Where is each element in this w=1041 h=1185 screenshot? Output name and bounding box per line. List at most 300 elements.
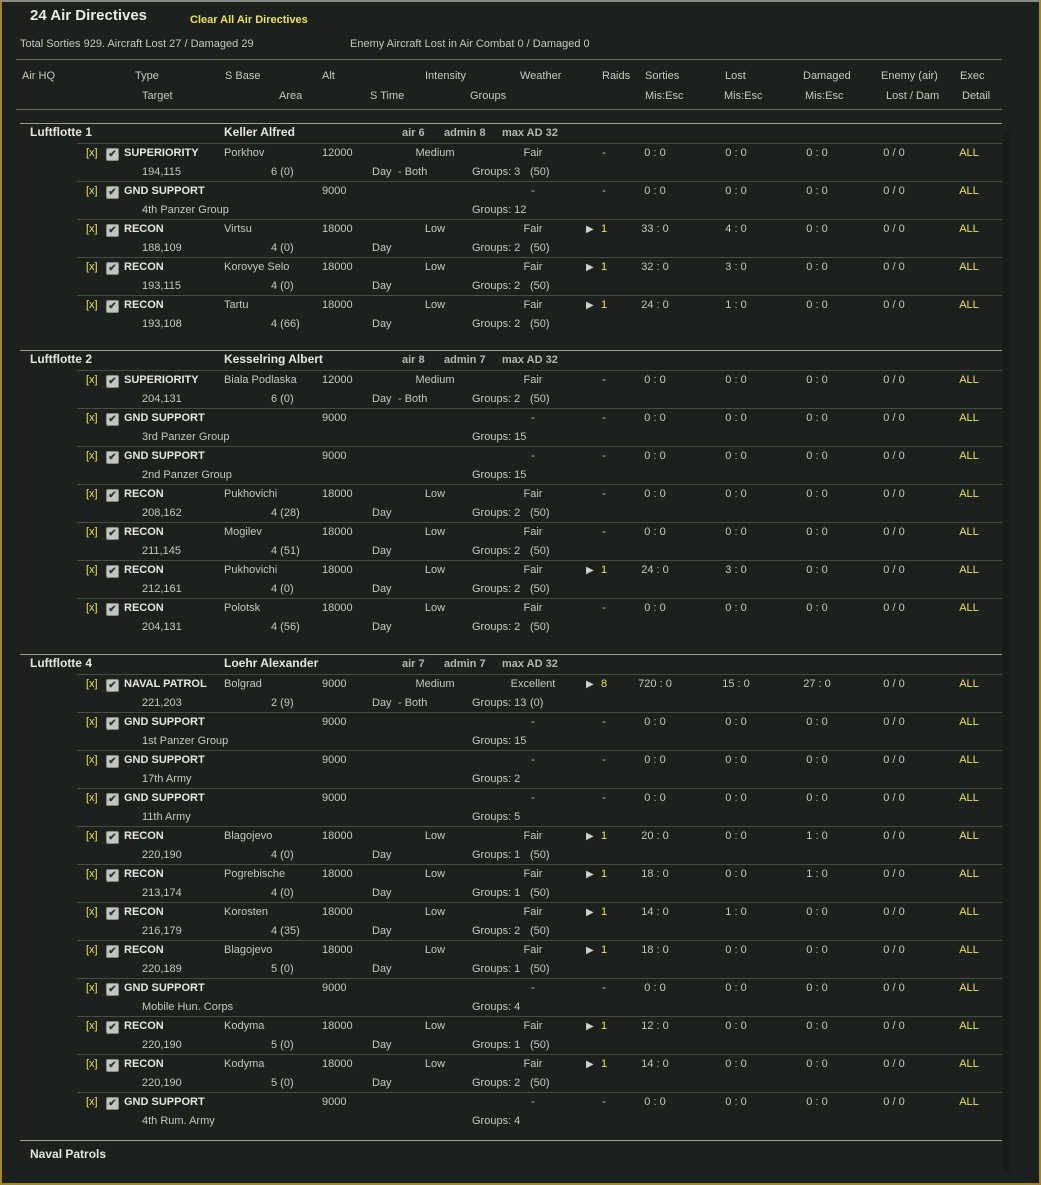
directive-intensity: Low <box>424 1058 446 1070</box>
directive-groups-count: Groups: 2 <box>472 507 521 519</box>
group-separator <box>20 123 1002 124</box>
enemy-air-value: 0 / 0 <box>883 526 905 538</box>
directive-base: Biala Podlaska <box>224 374 297 386</box>
directive-checkbox[interactable]: ✔ <box>106 1059 119 1072</box>
directive-weather: Fair <box>523 830 543 842</box>
lost-value: 3 : 0 <box>725 261 747 273</box>
directive-target: 4th Rum. Army <box>142 1115 215 1127</box>
sorties-value: 32 : 0 <box>641 261 669 273</box>
raid-count[interactable]: 1 <box>600 868 608 880</box>
remove-directive-button[interactable]: [x] <box>86 678 98 690</box>
scrollbar-track[interactable] <box>1003 132 1010 1172</box>
directive-alt: 18000 <box>322 830 353 842</box>
directive-weather: - <box>531 754 535 766</box>
directive-intensity: Low <box>424 602 446 614</box>
directive-checkbox[interactable]: ✔ <box>106 793 119 806</box>
directive-area: 6 (0) <box>271 393 294 405</box>
enemy-air-value: 0 / 0 <box>883 754 905 766</box>
remove-directive-button[interactable]: [x] <box>86 906 98 918</box>
sorties-value: 0 : 0 <box>644 792 666 804</box>
raid-count: - <box>602 716 606 728</box>
enemy-air-value: 0 / 0 <box>883 602 905 614</box>
directive-area: 4 (0) <box>271 280 294 292</box>
group-separator <box>20 350 1002 351</box>
remove-directive-button[interactable]: [x] <box>86 488 98 500</box>
directive-alt: 18000 <box>322 1058 353 1070</box>
directive-groups-count: Groups: 4 <box>472 1115 521 1127</box>
row-separator <box>77 219 1002 220</box>
directive-groups-pct: (50) <box>530 280 550 292</box>
damaged-value: 0 : 0 <box>806 1058 828 1070</box>
damaged-value: 0 : 0 <box>806 261 828 273</box>
group-max-ad: max AD 32 <box>502 354 558 366</box>
row-separator <box>77 864 1002 865</box>
group-admin-rating: admin 7 <box>444 354 486 366</box>
directive-groups-pct: (50) <box>530 166 550 178</box>
directive-alt: 18000 <box>322 488 353 500</box>
directive-checkbox[interactable]: ✔ <box>106 717 119 730</box>
damaged-value: 0 : 0 <box>806 412 828 424</box>
lost-value: 0 : 0 <box>725 450 747 462</box>
exec-detail-button[interactable]: ALL <box>959 868 979 880</box>
enemy-air-value: 0 / 0 <box>883 564 905 576</box>
directive-area: 4 (51) <box>271 545 300 557</box>
directive-target: 3rd Panzer Group <box>142 431 230 443</box>
exec-detail-button[interactable]: ALL <box>959 944 979 956</box>
directive-type: RECON <box>124 488 164 500</box>
directive-base: Porkhov <box>224 147 265 159</box>
row-separator <box>77 446 1002 447</box>
directive-day-night-mode: - Both <box>398 697 428 709</box>
directive-type: GND SUPPORT <box>124 185 205 197</box>
directive-type: GND SUPPORT <box>124 450 205 462</box>
directive-area: 5 (0) <box>271 1077 294 1089</box>
enemy-air-value: 0 / 0 <box>883 678 905 690</box>
directive-type: RECON <box>124 261 164 273</box>
group-commander: Loehr Alexander <box>224 656 319 670</box>
directive-stime: Day <box>372 697 392 709</box>
raid-arrow-icon[interactable]: ▶ <box>586 1021 594 1032</box>
directive-base: Blagojevo <box>224 944 273 956</box>
remove-directive-button[interactable]: [x] <box>86 223 98 235</box>
raid-arrow-icon[interactable]: ▶ <box>586 831 594 842</box>
directive-weather: Fair <box>523 868 543 880</box>
directive-alt: 18000 <box>322 1020 353 1032</box>
directive-stime: Day <box>372 280 392 292</box>
damaged-value: 0 : 0 <box>806 374 828 386</box>
raid-arrow-icon[interactable]: ▶ <box>586 945 594 956</box>
raid-arrow-icon[interactable]: ▶ <box>586 907 594 918</box>
lost-value: 4 : 0 <box>725 223 747 235</box>
directive-intensity: Low <box>424 906 446 918</box>
col-header-sorties: Sorties <box>645 70 680 82</box>
directive-weather: - <box>531 982 535 994</box>
remove-directive-button[interactable]: [x] <box>86 412 98 424</box>
directive-type: NAVAL PATROL <box>124 678 207 690</box>
directive-checkbox[interactable]: ✔ <box>106 983 119 996</box>
directive-checkbox[interactable]: ✔ <box>106 831 119 844</box>
directive-intensity: Low <box>424 1020 446 1032</box>
directive-weather: Fair <box>523 223 543 235</box>
group-name: Luftflotte 2 <box>30 352 92 366</box>
enemy-air-value: 0 / 0 <box>883 450 905 462</box>
naval-patrols-heading: Naval Patrols <box>30 1147 107 1161</box>
remove-directive-button[interactable]: [x] <box>86 261 98 273</box>
exec-detail-button[interactable]: ALL <box>959 564 979 576</box>
directive-weather: Fair <box>523 1058 543 1070</box>
directive-checkbox[interactable]: ✔ <box>106 907 119 920</box>
damaged-value: 0 : 0 <box>806 450 828 462</box>
col-header-exec: Exec <box>960 70 985 82</box>
lost-value: 3 : 0 <box>725 564 747 576</box>
damaged-value: 1 : 0 <box>806 830 828 842</box>
directive-base: Pogrebische <box>224 868 286 880</box>
directive-base: Tartu <box>224 299 249 311</box>
lost-value: 0 : 0 <box>725 1096 747 1108</box>
damaged-value: 0 : 0 <box>806 792 828 804</box>
directive-groups-pct: (50) <box>530 1077 550 1089</box>
damaged-value: 0 : 0 <box>806 754 828 766</box>
directive-type: RECON <box>124 944 164 956</box>
directive-groups-pct: (50) <box>530 621 550 633</box>
remove-directive-button[interactable]: [x] <box>86 602 98 614</box>
raid-arrow-icon[interactable]: ▶ <box>586 224 594 235</box>
raid-count[interactable]: 1 <box>600 906 608 918</box>
col-subheader-mis-esc-5: Mis:Esc <box>724 90 763 102</box>
directive-checkbox[interactable]: ✔ <box>106 489 119 502</box>
exec-detail-button[interactable]: ALL <box>959 1020 979 1032</box>
directive-intensity: Low <box>424 488 446 500</box>
row-separator <box>77 257 1002 258</box>
remove-directive-button[interactable]: [x] <box>86 185 98 197</box>
remove-directive-button[interactable]: [x] <box>86 944 98 956</box>
col-subheader-target-0: Target <box>142 90 173 102</box>
raid-arrow-icon[interactable]: ▶ <box>586 869 594 880</box>
remove-directive-button[interactable]: [x] <box>86 716 98 728</box>
directive-groups-count: Groups: 2 <box>472 318 521 330</box>
directive-intensity: Low <box>424 299 446 311</box>
directive-alt: 18000 <box>322 602 353 614</box>
row-separator <box>77 560 1002 561</box>
row-separator <box>77 181 1002 182</box>
enemy-air-value: 0 / 0 <box>883 147 905 159</box>
directive-weather: Fair <box>523 564 543 576</box>
exec-detail-button[interactable]: ALL <box>959 602 979 614</box>
row-separator <box>77 295 1002 296</box>
remove-directive-button[interactable]: [x] <box>86 754 98 766</box>
group-admin-rating: admin 7 <box>444 658 486 670</box>
exec-detail-button[interactable]: ALL <box>959 526 979 538</box>
directive-base: Kodyma <box>224 1058 265 1070</box>
directive-type: GND SUPPORT <box>124 412 205 424</box>
col-header-air-hq: Air HQ <box>22 70 55 82</box>
raid-count[interactable]: 1 <box>600 944 608 956</box>
directive-stime: Day <box>372 507 392 519</box>
remove-directive-button[interactable]: [x] <box>86 147 98 159</box>
directive-alt: 12000 <box>322 374 353 386</box>
directive-area: 4 (0) <box>271 887 294 899</box>
directive-weather: - <box>531 450 535 462</box>
exec-detail-button[interactable]: ALL <box>959 450 979 462</box>
directive-base: Korovye Selo <box>224 261 290 273</box>
remove-directive-button[interactable]: [x] <box>86 564 98 576</box>
remove-directive-button[interactable]: [x] <box>86 1020 98 1032</box>
damaged-value: 0 : 0 <box>806 1096 828 1108</box>
exec-detail-button[interactable]: ALL <box>959 754 979 766</box>
exec-detail-button[interactable]: ALL <box>959 147 979 159</box>
raid-arrow-icon[interactable]: ▶ <box>586 679 594 690</box>
directive-groups-count: Groups: 1 <box>472 849 521 861</box>
directive-base: Kodyma <box>224 1020 265 1032</box>
directive-groups-count: Groups: 4 <box>472 1001 521 1013</box>
directive-type: RECON <box>124 299 164 311</box>
directive-checkbox[interactable]: ✔ <box>106 300 119 313</box>
raid-count[interactable]: 8 <box>600 678 608 690</box>
directive-groups-pct: (50) <box>530 242 550 254</box>
lost-value: 0 : 0 <box>725 602 747 614</box>
enemy-air-value: 0 / 0 <box>883 944 905 956</box>
raid-count[interactable]: 1 <box>600 299 608 311</box>
sorties-value: 0 : 0 <box>644 716 666 728</box>
enemy-air-value: 0 / 0 <box>883 1020 905 1032</box>
exec-detail-button[interactable]: ALL <box>959 792 979 804</box>
directive-alt: 18000 <box>322 868 353 880</box>
damaged-value: 0 : 0 <box>806 564 828 576</box>
directive-checkbox[interactable]: ✔ <box>106 1021 119 1034</box>
directive-stime: Day <box>372 583 392 595</box>
group-air-rating: air 6 <box>402 127 425 139</box>
row-separator <box>77 1092 1002 1093</box>
directive-base: Pukhovichi <box>224 564 278 576</box>
raid-count[interactable]: 1 <box>600 564 608 576</box>
directive-type: GND SUPPORT <box>124 754 205 766</box>
raid-arrow-icon[interactable]: ▶ <box>586 565 594 576</box>
directive-weather: Fair <box>523 602 543 614</box>
sorties-value: 0 : 0 <box>644 185 666 197</box>
lost-value: 0 : 0 <box>725 716 747 728</box>
exec-detail-button[interactable]: ALL <box>959 1058 979 1070</box>
directive-intensity: Low <box>424 868 446 880</box>
raid-count[interactable]: 1 <box>600 223 608 235</box>
exec-detail-button[interactable]: ALL <box>959 678 979 690</box>
directive-groups-count: Groups: 12 <box>472 204 527 216</box>
directive-target: 213,174 <box>142 887 182 899</box>
raid-count: - <box>602 982 606 994</box>
raid-count[interactable]: 1 <box>600 261 608 273</box>
raid-arrow-icon[interactable]: ▶ <box>586 1059 594 1070</box>
directive-stime: Day <box>372 925 392 937</box>
damaged-value: 0 : 0 <box>806 982 828 994</box>
directive-area: 4 (0) <box>271 583 294 595</box>
directive-checkbox[interactable]: ✔ <box>106 148 119 161</box>
directive-groups-pct: (50) <box>530 507 550 519</box>
exec-detail-button[interactable]: ALL <box>959 906 979 918</box>
directive-type: RECON <box>124 223 164 235</box>
directive-stime: Day <box>372 1039 392 1051</box>
directive-area: 4 (0) <box>271 849 294 861</box>
directive-groups-count: Groups: 15 <box>472 469 527 481</box>
footer-divider <box>20 1140 1002 1141</box>
sorties-value: 12 : 0 <box>641 1020 669 1032</box>
enemy-air-value: 0 / 0 <box>883 261 905 273</box>
directive-target: 188,109 <box>142 242 182 254</box>
remove-directive-button[interactable]: [x] <box>86 982 98 994</box>
directive-weather: - <box>531 412 535 424</box>
directive-checkbox[interactable]: ✔ <box>106 565 119 578</box>
remove-directive-button[interactable]: [x] <box>86 868 98 880</box>
raid-count[interactable]: 1 <box>600 1020 608 1032</box>
directive-groups-count: Groups: 2 <box>472 280 521 292</box>
raid-count[interactable]: 1 <box>600 1058 608 1070</box>
directive-checkbox[interactable]: ✔ <box>106 869 119 882</box>
remove-directive-button[interactable]: [x] <box>86 299 98 311</box>
col-header-enemy-air-: Enemy (air) <box>881 70 938 82</box>
directive-alt: 9000 <box>322 185 347 197</box>
damaged-value: 0 : 0 <box>806 602 828 614</box>
sorties-value: 18 : 0 <box>641 868 669 880</box>
sorties-value: 0 : 0 <box>644 488 666 500</box>
remove-directive-button[interactable]: [x] <box>86 792 98 804</box>
enemy-air-value: 0 / 0 <box>883 1096 905 1108</box>
sorties-value: 0 : 0 <box>644 526 666 538</box>
directive-checkbox[interactable]: ✔ <box>106 603 119 616</box>
row-separator <box>77 674 1002 675</box>
enemy-air-value: 0 / 0 <box>883 374 905 386</box>
raid-arrow-icon[interactable]: ▶ <box>586 262 594 273</box>
directive-type: RECON <box>124 1020 164 1032</box>
raid-count: - <box>602 147 606 159</box>
group-name: Luftflotte 1 <box>30 125 92 139</box>
directive-alt: 18000 <box>322 223 353 235</box>
directive-target: 220,190 <box>142 849 182 861</box>
enemy-air-value: 0 / 0 <box>883 488 905 500</box>
exec-detail-button[interactable]: ALL <box>959 716 979 728</box>
lost-value: 0 : 0 <box>725 374 747 386</box>
enemy-losses-summary: Enemy Aircraft Lost in Air Combat 0 / Damaged 0 <box>350 38 590 50</box>
directive-target: 204,131 <box>142 621 182 633</box>
directive-target: 193,108 <box>142 318 182 330</box>
directive-area: 4 (66) <box>271 318 300 330</box>
directive-target: 17th Army <box>142 773 192 785</box>
directive-checkbox[interactable]: ✔ <box>106 527 119 540</box>
directive-checkbox[interactable]: ✔ <box>106 679 119 692</box>
exec-detail-button[interactable]: ALL <box>959 488 979 500</box>
directive-groups-count: Groups: 1 <box>472 963 521 975</box>
remove-directive-button[interactable]: [x] <box>86 526 98 538</box>
directive-weather: - <box>531 716 535 728</box>
raid-count: - <box>602 450 606 462</box>
enemy-air-value: 0 / 0 <box>883 716 905 728</box>
directive-checkbox[interactable]: ✔ <box>106 451 119 464</box>
directive-alt: 9000 <box>322 412 347 424</box>
directive-target: 193,115 <box>142 280 181 292</box>
exec-detail-button[interactable]: ALL <box>959 1096 979 1108</box>
directive-weather: - <box>531 185 535 197</box>
enemy-air-value: 0 / 0 <box>883 868 905 880</box>
directive-type: RECON <box>124 1058 164 1070</box>
damaged-value: 0 : 0 <box>806 944 828 956</box>
directive-target: 204,131 <box>142 393 182 405</box>
enemy-air-value: 0 / 0 <box>883 906 905 918</box>
exec-detail-button[interactable]: ALL <box>959 185 979 197</box>
header-divider <box>16 59 1002 60</box>
remove-directive-button[interactable]: [x] <box>86 1096 98 1108</box>
directive-day-night-mode: - Both <box>398 393 428 405</box>
directive-day-night-mode: - Both <box>398 166 428 178</box>
sorties-value: 14 : 0 <box>641 906 669 918</box>
directive-groups-pct: (50) <box>530 849 550 861</box>
exec-detail-button[interactable]: ALL <box>959 261 979 273</box>
directive-target: 220,190 <box>142 1039 182 1051</box>
enemy-air-value: 0 / 0 <box>883 792 905 804</box>
directive-checkbox[interactable]: ✔ <box>106 186 119 199</box>
directive-target: 216,179 <box>142 925 182 937</box>
group-separator <box>20 654 1002 655</box>
directive-weather: Fair <box>523 906 543 918</box>
lost-value: 1 : 0 <box>725 299 747 311</box>
directive-intensity: Low <box>424 944 446 956</box>
exec-detail-button[interactable]: ALL <box>959 412 979 424</box>
directive-checkbox[interactable]: ✔ <box>106 262 119 275</box>
group-max-ad: max AD 32 <box>502 658 558 670</box>
directive-type: SUPERIORITY <box>124 147 199 159</box>
directive-checkbox[interactable]: ✔ <box>106 375 119 388</box>
directive-checkbox[interactable]: ✔ <box>106 755 119 768</box>
remove-directive-button[interactable]: [x] <box>86 450 98 462</box>
directive-groups-pct: (50) <box>530 963 550 975</box>
exec-detail-button[interactable]: ALL <box>959 374 979 386</box>
enemy-air-value: 0 / 0 <box>883 299 905 311</box>
sorties-value: 18 : 0 <box>641 944 669 956</box>
directive-area: 5 (0) <box>271 963 294 975</box>
directive-target: 212,161 <box>142 583 182 595</box>
directive-type: RECON <box>124 602 164 614</box>
exec-detail-button[interactable]: ALL <box>959 982 979 994</box>
directive-checkbox[interactable]: ✔ <box>106 945 119 958</box>
total-sorties-summary: Total Sorties 929. Aircraft Lost 27 / Damaged 29 <box>20 38 254 50</box>
sorties-value: 0 : 0 <box>644 1096 666 1108</box>
directive-checkbox[interactable]: ✔ <box>106 413 119 426</box>
directive-checkbox[interactable]: ✔ <box>106 224 119 237</box>
exec-detail-button[interactable]: ALL <box>959 299 979 311</box>
directive-base: Mogilev <box>224 526 262 538</box>
raid-arrow-icon[interactable]: ▶ <box>586 300 594 311</box>
col-subheader-lost-dam-7: Lost / Dam <box>886 90 940 102</box>
remove-directive-button[interactable]: [x] <box>86 1058 98 1070</box>
remove-directive-button[interactable]: [x] <box>86 830 98 842</box>
damaged-value: 0 : 0 <box>806 906 828 918</box>
directive-area: 4 (35) <box>271 925 300 937</box>
directive-stime: Day <box>372 393 392 405</box>
lost-value: 0 : 0 <box>725 944 747 956</box>
directive-type: GND SUPPORT <box>124 716 205 728</box>
exec-detail-button[interactable]: ALL <box>959 830 979 842</box>
exec-detail-button[interactable]: ALL <box>959 223 979 235</box>
raid-count[interactable]: 1 <box>600 830 608 842</box>
directive-groups-count: Groups: 2 <box>472 583 521 595</box>
damaged-value: 1 : 0 <box>806 868 828 880</box>
remove-directive-button[interactable]: [x] <box>86 374 98 386</box>
directive-stime: Day <box>372 887 392 899</box>
directive-checkbox[interactable]: ✔ <box>106 1097 119 1110</box>
clear-all-directives-button[interactable]: Clear All Air Directives <box>190 14 308 26</box>
directive-groups-count: Groups: 5 <box>472 811 521 823</box>
lost-value: 0 : 0 <box>725 526 747 538</box>
enemy-air-value: 0 / 0 <box>883 412 905 424</box>
directive-weather: - <box>531 1096 535 1108</box>
sorties-value: 720 : 0 <box>638 678 672 690</box>
directive-alt: 12000 <box>322 147 353 159</box>
